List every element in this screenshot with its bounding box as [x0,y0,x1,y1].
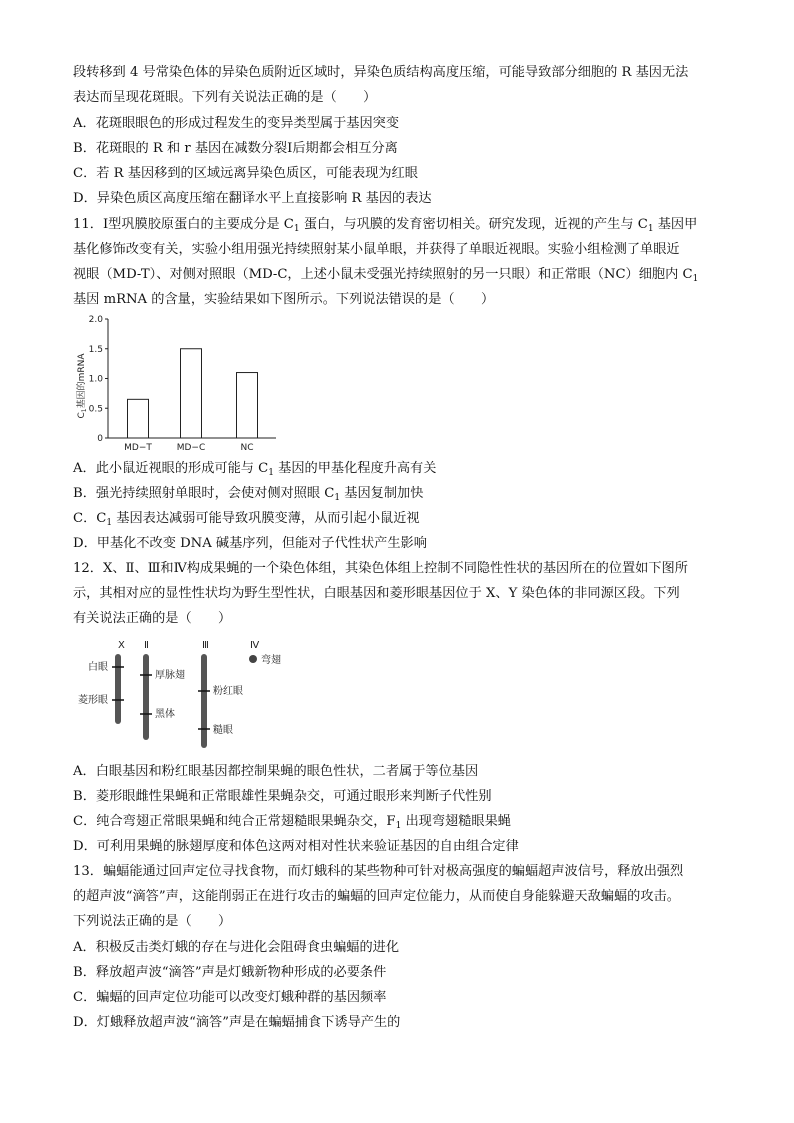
y-tick-label: 1.5 [88,344,103,355]
question-11-stem: 基因 mRNA 的含量，实验结果如下图所示。下列说法错误的是（ ） [73,292,495,307]
option-b: B．菱形眼雌性果蝇和正常眼雄性果蝇杂交，可通过眼形来判断子代性别 [73,789,492,804]
question-13-stem: 的超声波“滴答”声，这能削弱正在进行攻击的蝙蝠的回声定位能力，从而使自身能躲避天敌蝙蝠的攻击。 [73,889,680,904]
option-c: C．$C_1$ 基因表达减弱可能导致巩膜变薄，从而引起小鼠近视 [73,511,420,528]
option-b: B．强光持续照射单眼时，会使对侧对照眼 $C_1$ 基因复制加快 [73,486,424,503]
option-d: D．可利用果蝇的脉翅厚度和体色这两对相对性状来验证基因的自由组合定律 [73,839,519,854]
option-a: A．积极反击类灯蛾的存在与进化会阻碍食虫蝙蝠的进化 [73,940,400,955]
gene-label-white-eye: 白眼 [88,662,108,673]
question-13-stem: 13．蝙蝠能通过回声定位寻找食物，而灯蛾科的某些物种可针对极高强度的蝙蝠超声波信号，释放出强烈 [73,864,684,879]
option-d: D．灯蛾释放超声波“滴答”声是在蝙蝠捕食下诱导产生的 [73,1015,401,1030]
option-d: D．甲基化不改变 DNA 碱基序列，但能对子代性状产生影响 [73,536,427,551]
question-11-stem: 视眼（MD-T）、对侧对照眼（MD-C，上述小鼠未受强光持续照射的另一只眼）和正常眼（NC）细胞内 $C_1$ [73,267,699,284]
gene-label-thick-vein: 厚脉翅 [155,670,185,681]
y-tick-label: 0 [97,434,103,444]
y-axis-label [75,353,88,419]
chromosome-x [115,654,121,724]
chromosome-label-iv: Ⅳ [250,640,260,651]
gene-label-black-body: 黑体 [155,709,175,720]
gene-label-pink-eye: 粉红眼 [213,686,243,697]
chromosome-iv [249,655,257,663]
x-tick-label: MD−C [176,443,206,453]
option-c: C．蝙蝠的回声定位功能可以改变灯蛾种群的基因频率 [73,990,387,1005]
option-d: D．异染色质区高度压缩在翻译水平上直接影响 R 基因的表达 [73,191,432,206]
option-c: C．若 R 基因移到的区域远离异染色质区，可能表现为红眼 [73,166,418,181]
y-tick-label: 1.0 [88,374,103,385]
gene-label-diamond-eye: 菱形眼 [78,695,108,706]
mrna-bar-chart [70,312,290,454]
y-tick-label: 0.5 [88,404,103,415]
gene-label-bent-wing: 弯翅 [261,655,281,666]
question-12-stem: 有关说法正确的是（ ） [73,611,232,626]
question-11-stem: 11．Ⅰ型巩膜胶原蛋白的主要成分是 $C_1$ 蛋白，与巩膜的发育密切相关。研究发现，近视的产生与 $C_1$ 基因甲 [73,217,698,234]
option-c: C．纯合弯翅正常眼果蝇和纯合正常翅糙眼果蝇杂交，$F_1$ 出现弯翅糙眼果蝇 [73,814,511,831]
question-text: 表达而呈现花斑眼。下列有关说法正确的是（ ） [73,90,377,105]
question-text: 段转移到 4 号常染色体的异染色质附近区域时，异染色质结构高度压缩，可能导致部分细胞的 R 基因无法 [73,65,689,80]
question-12-stem: 示，其相对应的显性性状均为野生型性状，白眼基因和菱形眼基因位于 X、Y 染色体的非同源区段。下列 [73,586,680,601]
option-a: A．花斑眼眼色的形成过程发生的变异类型属于基因突变 [73,116,400,131]
option-a: A．白眼基因和粉红眼基因都控制果蝇的眼色性状，二者属于等位基因 [73,764,479,779]
question-12-stem: 12．X、Ⅱ、Ⅲ和Ⅳ构成果蝇的一个染色体组，其染色体组上控制不同隐性性状的基因所在的位置如下图所 [73,561,688,576]
y-axis-label-text: $C_1$基因的mRNA [77,353,88,419]
bar-3 [237,373,258,438]
chromosome-diagram [70,636,300,752]
chromosome-label-ii: Ⅱ [144,640,149,651]
bar-2 [181,349,202,438]
x-tick-label: MD−T [124,443,152,453]
x-tick-label: NC [240,443,254,453]
gene-label-rough-eye: 糙眼 [213,725,233,736]
option-b: B．释放超声波“滴答”声是灯蛾新物种形成的必要条件 [73,965,387,980]
chromosome-iii [201,654,207,748]
option-a: A．此小鼠近视眼的形成可能与 $C_1$ 基因的甲基化程度升高有关 [73,461,437,478]
chromosome-label-iii: Ⅲ [202,640,209,651]
chromosome-label-x: X [118,640,125,651]
y-tick-label: 2.0 [88,315,103,325]
question-11-stem: 基化修饰改变有关，实验小组用强光持续照射某小鼠单眼，并获得了单眼近视眼。实验小组检测了单眼近 [73,242,680,257]
question-13-stem: 下列说法正确的是（ ） [73,914,232,929]
bar-1 [128,399,149,438]
chromosome-ii [143,654,149,740]
option-b: B．花斑眼的 R 和 r 基因在减数分裂Ⅰ后期都会相互分离 [73,141,398,156]
